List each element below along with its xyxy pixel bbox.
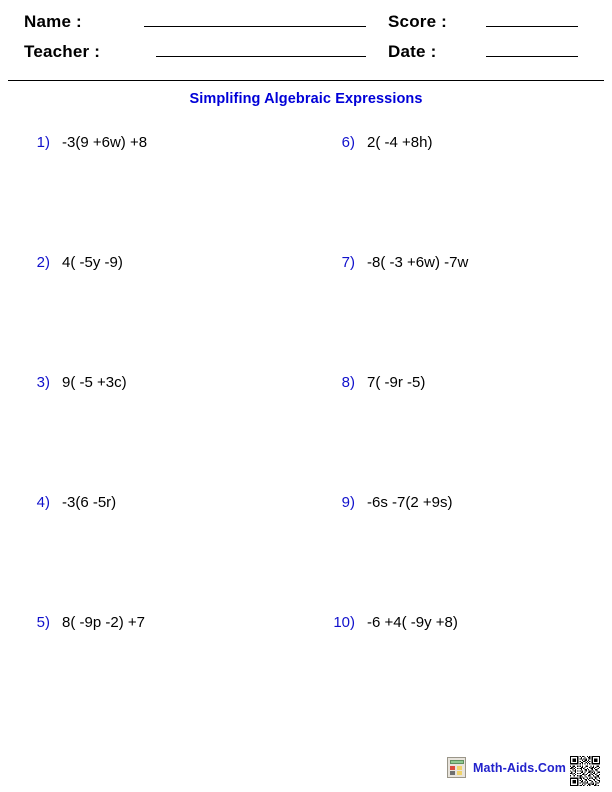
problem-number: 7)	[341, 254, 355, 271]
problem-expression: -8( -3 +6w) -7w	[367, 254, 469, 271]
problem-item	[325, 374, 425, 391]
problem-number: 6)	[341, 134, 355, 151]
problem-item	[325, 614, 458, 631]
problem-expression: 9( -5 +3c)	[62, 374, 127, 391]
problem-number: 9)	[341, 494, 355, 511]
problem-item	[325, 134, 432, 151]
problem-number: 4)	[36, 494, 50, 511]
problem-item	[325, 494, 452, 511]
problem-expression: -3(6 -5r)	[62, 494, 117, 511]
name-input-line[interactable]	[144, 26, 366, 27]
worksheet-footer	[0, 752, 612, 792]
problem-number: 2)	[36, 254, 50, 271]
date-input-line[interactable]	[486, 56, 578, 57]
problem-expression: 8( -9p -2) +7	[62, 614, 145, 631]
problem-expression: -6s -7(2 +9s)	[367, 494, 453, 511]
problem-item	[20, 494, 116, 511]
problem-expression: 4( -5y -9)	[62, 254, 123, 271]
problem-expression: -6 +4( -9y +8)	[367, 614, 458, 631]
teacher-label: Teacher :	[24, 42, 101, 61]
date-label: Date :	[388, 42, 437, 61]
score-label: Score :	[388, 12, 448, 31]
problem-expression: 7( -9r -5)	[367, 374, 426, 391]
problem-number: 1)	[36, 134, 50, 151]
problem-number: 8)	[341, 374, 355, 391]
problem-item	[20, 134, 147, 151]
brand-label: Math-Aids.Com	[473, 760, 566, 775]
brand-link[interactable]	[447, 757, 566, 778]
problem-item	[20, 374, 127, 391]
calculator-icon	[447, 757, 466, 778]
problem-item	[325, 254, 468, 271]
problem-item	[20, 614, 145, 631]
problem-expression: -3(9 +6w) +8	[62, 134, 148, 151]
qr-code-icon	[570, 756, 600, 786]
worksheet-header	[0, 0, 612, 80]
teacher-input-line[interactable]	[156, 56, 366, 57]
score-input-line[interactable]	[486, 26, 578, 27]
problem-number: 3)	[36, 374, 50, 391]
problem-number: 5)	[36, 614, 50, 631]
problem-expression: 2( -4 +8h)	[367, 134, 433, 151]
problem-item	[20, 254, 123, 271]
problem-number: 10)	[333, 614, 355, 631]
header-divider	[8, 80, 604, 81]
name-label: Name :	[24, 12, 82, 31]
page-title: Simplifing Algebraic Expressions	[189, 91, 423, 107]
